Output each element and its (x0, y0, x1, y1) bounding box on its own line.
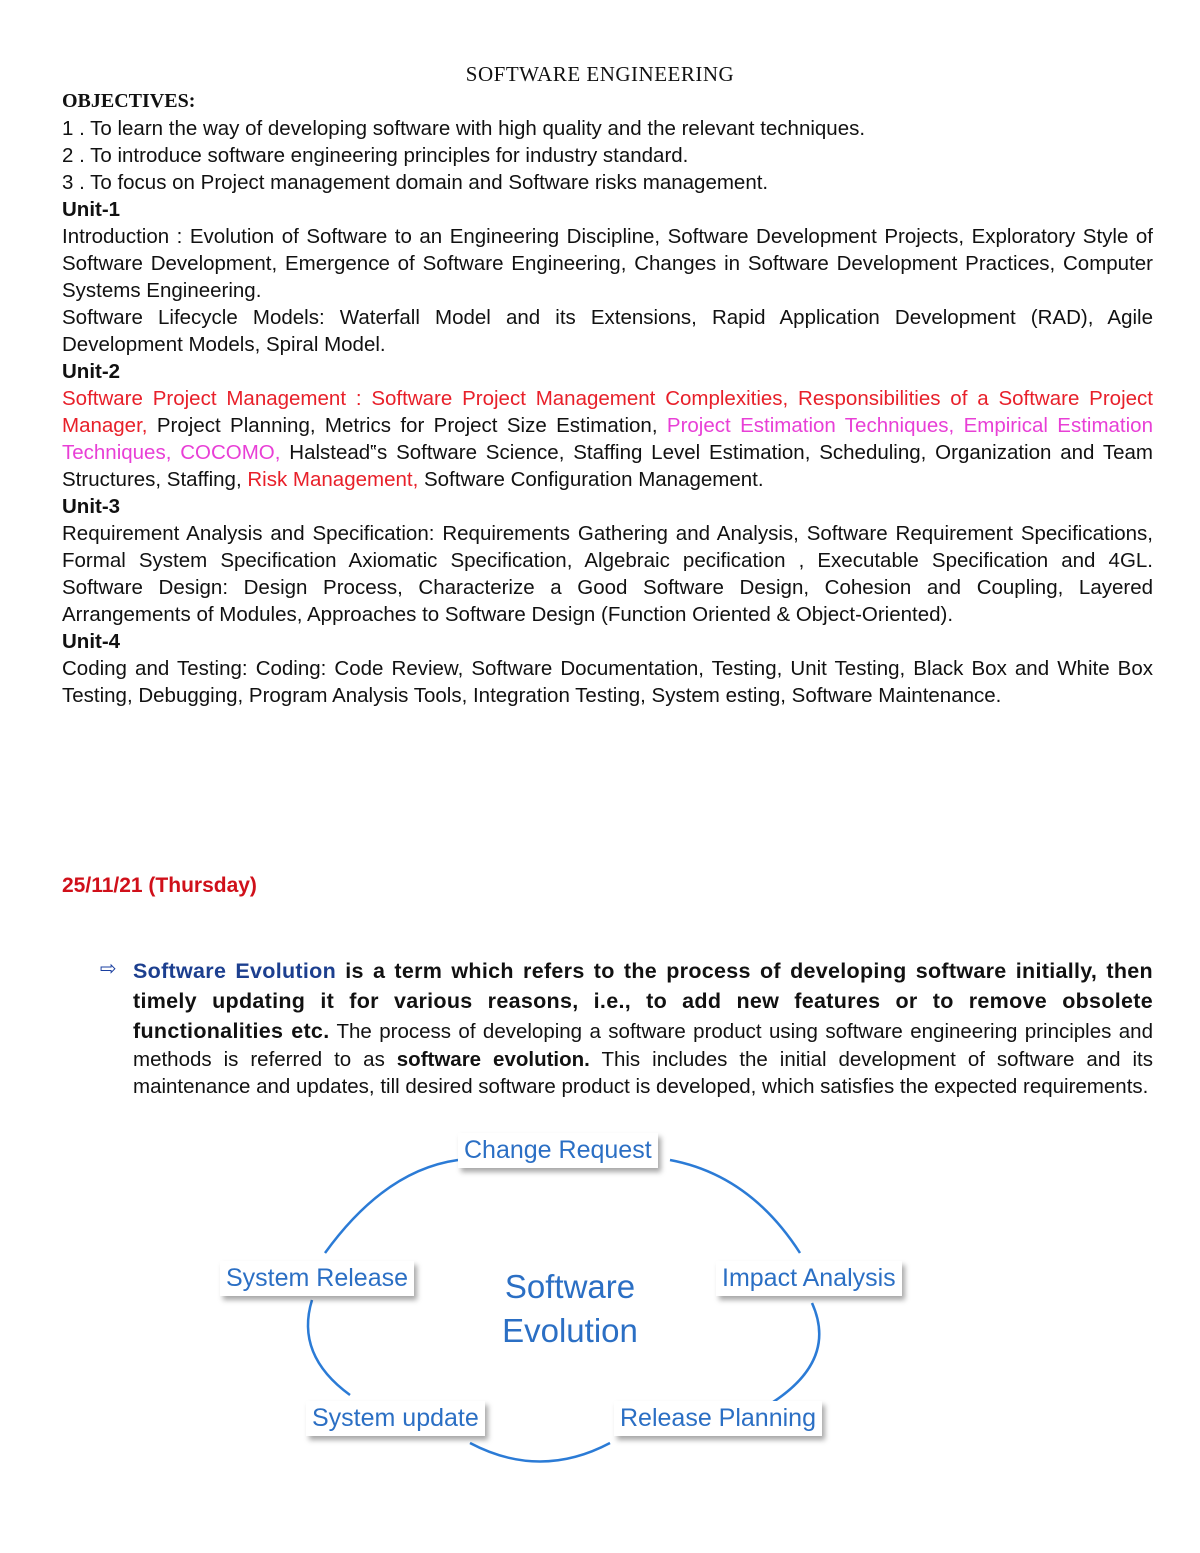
software-evolution-paragraph (133, 956, 1153, 1100)
evolution-lead-text: is a term which refers to the process of developing software initially, then timely updating it for various reasons, i.e., to add new features or to remove obsolete functionalities etc. (133, 959, 1153, 1043)
unit2-pink-text: Project Estimation Techniques, Empirical Estimation Techniques, COCOMO, (62, 414, 1153, 464)
unit2-risk-text: Risk Management, (247, 468, 419, 491)
unit1-lifecycle-paragraph: Software Lifecycle Models: Waterfall Model and its Extensions, Rapid Application Development (RAD), Agile Development Models, Spiral Model. (62, 306, 1153, 356)
cycle-arc (670, 1160, 800, 1253)
node-change-request: Change Request (458, 1133, 658, 1168)
cycle-arc (308, 1300, 350, 1395)
diagram-center-label (480, 1265, 660, 1353)
node-release-planning: Release Planning (614, 1401, 822, 1436)
unit2-text: Software Configuration Management. (418, 468, 764, 491)
lecture-date: 25/11/21 (Thursday) (62, 874, 257, 897)
cycle-arc (325, 1160, 458, 1253)
objective-item: 1 . To learn the way of developing software with high quality and the relevant techniques. (62, 117, 866, 140)
evolution-body-text: The process of developing a software product using software engineering principles and methods is referred to as (133, 1020, 1153, 1071)
unit2-text: Halstead‟s Software Science, Staffing Level Estimation, Scheduling, Organization and Team Structures, Staffing, (62, 441, 1153, 491)
node-system-update: System update (306, 1401, 485, 1436)
arrow-bullet-icon: ⇨ (100, 956, 117, 980)
cycle-arc (470, 1443, 610, 1462)
evolution-bold-term: software evolution. (396, 1048, 590, 1071)
unit4-paragraph: Coding and Testing: Coding: Code Review, Software Documentation, Testing, Unit Testing, Black Box and White Box Testing, Debugging, Program Analysis Tools, Integration Testing, System esting, Software Maintenance. (62, 657, 1153, 707)
document-title: SOFTWARE ENGINEERING (465, 62, 735, 86)
unit2-text: Project Planning, Metrics for Project Size Estimation, (147, 414, 667, 437)
unit1-paragraph: Introduction : Evolution of Software to an Engineering Discipline, Software Development Projects, Exploratory Style of Software Development, Emergence of Software Engineering, Changes in Software Development Practices, Computer Systems Engineering. (62, 225, 1153, 302)
unit2-red-text: Software Project Management : Software Project Management Complexities, Responsibilities of a Software Project Manager, (62, 387, 1153, 437)
evolution-body-text: This includes the initial development of software and its maintenance and updates, till desired software product is developed, which satisfies the expected requirements. (133, 1048, 1153, 1098)
unit1-heading: Unit-1 (62, 198, 121, 221)
evolution-term: Software Evolution (133, 959, 337, 983)
unit2-paragraph (62, 385, 1153, 493)
syllabus-content (62, 88, 1153, 709)
unit3-paragraph: Requirement Analysis and Specification: Requirements Gathering and Analysis, Software Requirement Specifications, Formal System Specification Axiomatic Specification, Algebraic pecification , Executable Specification and 4GL. Software Design: Design Process, Characterize a Good Software Design, Cohesion and Coupling, Layered Arrangements of Modules, Approaches to Software Design (Function Oriented & Object-Oriented). (62, 522, 1153, 626)
center-label-line: Software (504, 1268, 636, 1305)
unit2-heading: Unit-2 (62, 360, 121, 383)
node-impact-analysis: Impact Analysis (716, 1261, 902, 1296)
objective-item: 2 . To introduce software engineering principles for industry standard. (62, 144, 689, 167)
node-system-release: System Release (220, 1261, 414, 1296)
unit3-heading: Unit-3 (62, 495, 121, 518)
software-evolution-diagram (200, 1125, 930, 1475)
objectives-heading: OBJECTIVES: (62, 90, 196, 112)
objective-item: 3 . To focus on Project management domain and Software risks management. (62, 171, 769, 194)
center-label-line: Evolution (502, 1312, 638, 1349)
cycle-arc (760, 1303, 819, 1410)
unit4-heading: Unit-4 (62, 630, 121, 653)
